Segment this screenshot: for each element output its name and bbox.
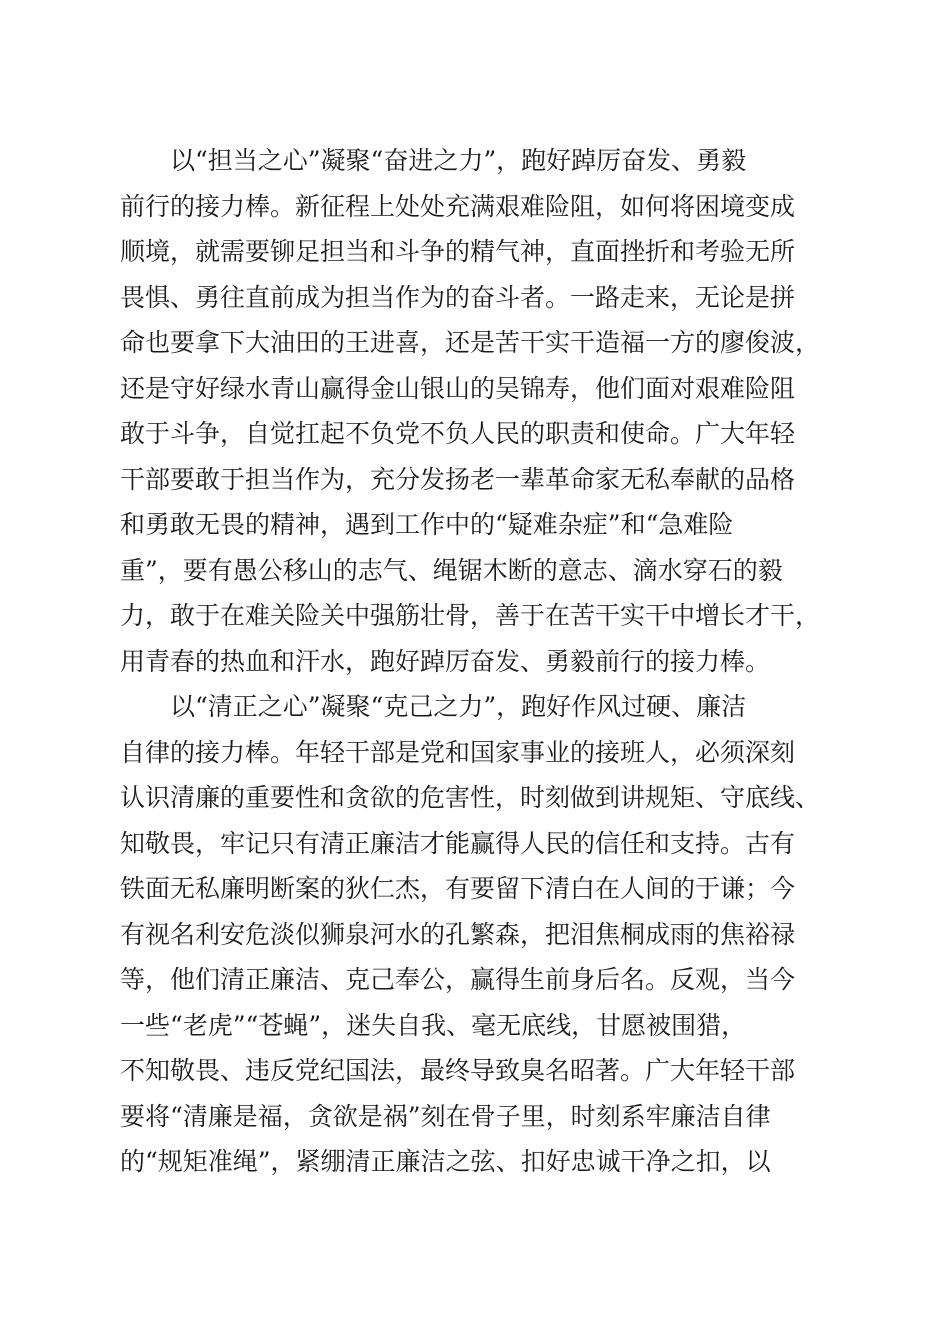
text-line: 等，他们清正廉洁、克己奉公，赢得生前身后名。反观，当今: [120, 965, 796, 994]
text-line: 重”，要有愚公移山的志气、绳锯木断的意志、滴水穿石的毅: [120, 555, 783, 585]
text-line: 还是守好绿水青山赢得金山银山的吴锦寿，他们面对艰难险阻: [120, 373, 796, 403]
text-line: 一些“老虎”“苍蝇”，迷失自我、毫无底线，甘愿被围猎，: [120, 1010, 747, 1040]
paragraph-1: [120, 138, 840, 684]
text-line: 知敬畏，牢记只有清正廉洁才能赢得人民的信任和支持。古有: [120, 828, 796, 858]
text-line: 畏惧、勇往直前成为担当作为的奋斗者。一路走来，无论是拼: [120, 282, 796, 312]
text-line: 以“担当之心”凝聚“奋进之力”，跑好踔厉奋发、勇毅: [120, 146, 747, 175]
text-line: 顺境，就需要铆足担当和斗争的精气神，直面挫折和考验无所: [120, 237, 796, 266]
paragraph-2: [120, 684, 840, 1185]
text-line: 以“清正之心”凝聚“克己之力”，跑好作风过硬、廉洁: [120, 692, 747, 721]
text-line: 要将“清廉是福，贪欲是祸”刻在骨子里，时刻系牢廉洁自律: [120, 1101, 771, 1131]
text-line: 不知敬畏、违反党纪国法，最终导致臭名昭著。广大年轻干部: [120, 1056, 796, 1085]
text-line: 铁面无私廉明断案的狄仁杰，有要留下清白在人间的于谦；今: [120, 874, 796, 903]
text-line: 用青春的热血和汗水，跑好踔厉奋发、勇毅前行的接力棒。: [120, 646, 771, 676]
body-text: [120, 138, 840, 1185]
text-line: 敢于斗争，自觉扛起不负党不负人民的职责和使命。广大年轻: [120, 419, 796, 448]
text-line: 的“规矩准绳”，紧绷清正廉洁之弦、扣好忠诚干净之扣，以: [120, 1147, 771, 1176]
text-line: 力，敢于在难关险关中强筋壮骨，善于在苦干实干中增长才干，: [120, 601, 821, 630]
text-line: 前行的接力棒。新征程上处处充满艰难险阻，如何将困境变成: [120, 191, 796, 221]
text-line: 认识清廉的重要性和贪欲的危害性，时刻做到讲规矩、守底线、: [120, 783, 821, 812]
text-line: 和勇敢无畏的精神，遇到工作中的“疑难杂症”和“急难险: [120, 510, 734, 539]
text-line: 命也要拿下大油田的王进喜，还是苦干实干造福一方的廖俊波，: [120, 328, 821, 357]
text-line: 干部要敢于担当作为，充分发扬老一辈革命家无私奉献的品格: [120, 464, 796, 494]
text-line: 自律的接力棒。年轻干部是党和国家事业的接班人，必须深刻: [120, 737, 796, 767]
text-line: 有视名利安危淡似狮泉河水的孔繁森，把泪焦桐成雨的焦裕禄: [120, 919, 796, 949]
